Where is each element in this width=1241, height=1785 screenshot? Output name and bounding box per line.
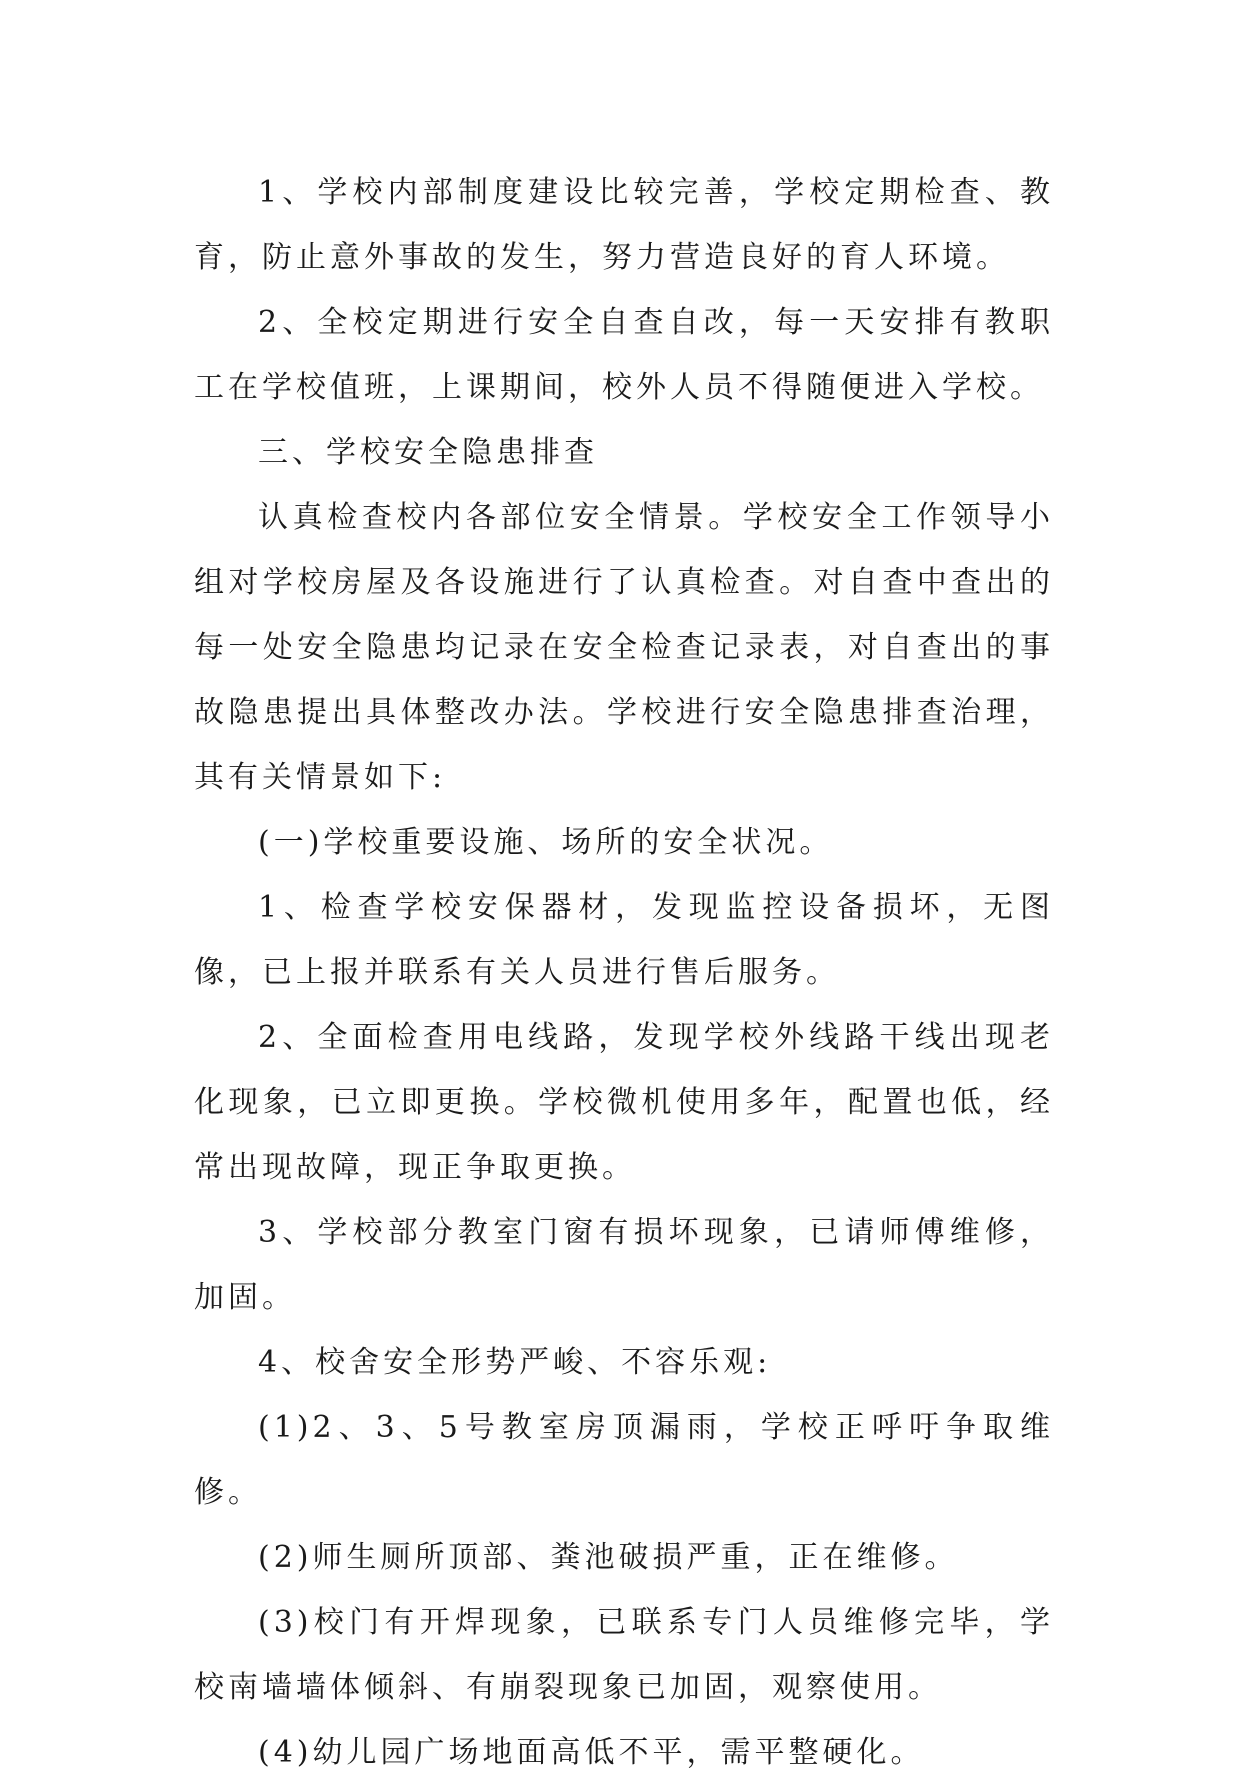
paragraph-2: 2、全校定期进行安全自查自改，每一天安排有教职工在学校值班，上课期间，校外人员不得随便进入学校。 <box>194 305 1054 405</box>
paragraph-6: 3、学校部分教室门窗有损坏现象，已请师傅维修，加固。 <box>194 1215 1054 1315</box>
list-item-3: (3)校门有开焊现象，已联系专门人员维修完毕，学校南墙墙体倾斜、有崩裂现象已加固，观察使用。 <box>194 1605 1054 1705</box>
document-body <box>194 160 1054 1785</box>
list-item-2: (2)师生厕所顶部、粪池破损严重，正在维修。 <box>258 1540 959 1575</box>
paragraph-4: 1、检查学校安保器材，发现监控设备损坏，无图像，已上报并联系有关人员进行售后服务。 <box>194 890 1054 990</box>
list-item-1: (1)2、3、5号教室房顶漏雨，学校正呼吁争取维修。 <box>194 1410 1054 1510</box>
list-item-4: (4)幼儿园广场地面高低不平，需平整硬化。 <box>258 1735 925 1770</box>
paragraph-3: 认真检查校内各部位安全情景。学校安全工作领导小组对学校房屋及各设施进行了认真检查。对自查中查出的每一处安全隐患均记录在安全检查记录表，对自查出的事故隐患提出具体整改办法。学校进行安全隐患排查治理，其有关情景如下: <box>194 500 1054 795</box>
paragraph-1: 1、学校内部制度建设比较完善，学校定期检查、教育，防止意外事故的发生，努力营造良好的育人环境。 <box>194 175 1054 275</box>
section-heading: 三、学校安全隐患排查 <box>258 435 598 470</box>
paragraph-5: 2、全面检查用电线路，发现学校外线路干线出现老化现象，已立即更换。学校微机使用多年，配置也低，经常出现故障，现正争取更换。 <box>194 1020 1054 1185</box>
subsection-heading: (一)学校重要设施、场所的安全状况。 <box>258 825 834 860</box>
paragraph-7: 4、校舍安全形势严峻、不容乐观: <box>258 1345 772 1380</box>
